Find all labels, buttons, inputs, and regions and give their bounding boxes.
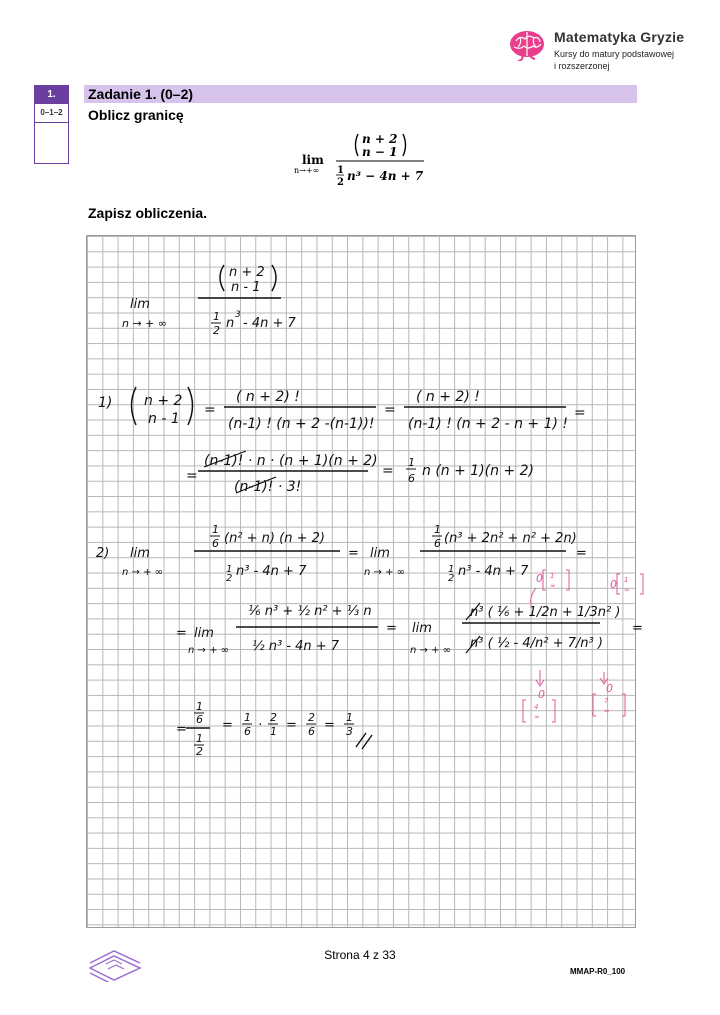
svg-text:n³ - 4n + 7: n³ - 4n + 7 (236, 564, 307, 579)
svg-text:=: = (382, 463, 394, 479)
svg-text:n → + ∞: n → + ∞ (122, 567, 163, 578)
task-header-bar (84, 85, 637, 103)
svg-text:1: 1 (212, 523, 219, 536)
brand-subtitle (554, 48, 714, 72)
binom-bottom: n − 1 (362, 145, 398, 159)
svg-text:0: 0 (606, 682, 613, 695)
svg-text:=: = (176, 626, 187, 641)
svg-text:(n² + n) (n + 2): (n² + n) (n + 2) (224, 531, 325, 546)
svg-text:=: = (176, 722, 187, 737)
svg-text:1: 1 (226, 564, 233, 575)
svg-text:3: 3 (235, 310, 241, 320)
svg-text:n + 2: n + 2 (229, 265, 265, 280)
svg-text:4: 4 (534, 703, 539, 711)
score-box (34, 85, 69, 164)
svg-text:=: = (286, 718, 297, 733)
svg-text:=: = (186, 468, 198, 484)
svg-text:1: 1 (624, 576, 629, 584)
svg-text:n - 1: n - 1 (231, 280, 261, 295)
hw-restated-limit (122, 265, 296, 337)
points-range: 0–1–2 (35, 104, 68, 123)
svg-text:7: 7 (604, 697, 609, 705)
svg-text:(n³ + 2n² + n² + 2n): (n³ + 2n² + n² + 2n) (444, 531, 577, 546)
den-frac-num: 1 (337, 165, 344, 176)
svg-text:n → + ∞: n → + ∞ (122, 317, 168, 330)
svg-text:lim: lim (194, 626, 214, 641)
hw-binomial-step (98, 387, 586, 495)
svg-text:2: 2 (196, 745, 203, 758)
svg-text:n + 2: n + 2 (144, 393, 183, 409)
svg-text:(n-1) ! (n + 2 - n + 1) !: (n-1) ! (n + 2 - n + 1) ! (408, 416, 569, 432)
brand-title: Matematyka Gryzie (554, 29, 685, 45)
svg-text:1: 1 (448, 564, 455, 575)
svg-text:(n-1)! · 3!: (n-1)! · 3! (234, 479, 302, 495)
svg-text:=: = (386, 621, 397, 636)
task-title: Zadanie 1. (0–2) (88, 86, 194, 102)
svg-text:½ n³ - 4n + 7: ½ n³ - 4n + 7 (252, 639, 340, 654)
binom-right-paren (403, 134, 406, 156)
svg-text:2: 2 (226, 573, 233, 584)
svg-text:1): 1) (98, 395, 113, 411)
svg-text:=: = (576, 546, 587, 561)
svg-text:1: 1 (196, 732, 203, 745)
svg-text:1: 1 (434, 523, 441, 536)
svg-text:6: 6 (434, 537, 441, 550)
svg-text:2: 2 (448, 573, 455, 584)
brand-header (508, 27, 708, 73)
svg-text:n³ ( ⅙ + 1/2n + 1/3n² ): n³ ( ⅙ + 1/2n + 1/3n² ) (470, 605, 621, 620)
svg-text:1: 1 (196, 700, 203, 713)
svg-text:lim: lim (370, 546, 390, 561)
svg-text:lim: lim (130, 546, 150, 561)
svg-text:∞: ∞ (534, 713, 540, 721)
task-instruction: Oblicz granicę (88, 107, 184, 123)
svg-text:6: 6 (196, 713, 203, 726)
svg-text:=: = (204, 402, 216, 418)
svg-text:6: 6 (408, 472, 415, 485)
svg-text:6: 6 (308, 725, 315, 738)
svg-text:n: n (226, 316, 235, 331)
svg-text:lim: lim (130, 297, 150, 312)
pink-annotations (500, 560, 660, 730)
hw-final-result (176, 700, 372, 758)
svg-text:=: = (324, 718, 335, 733)
svg-text:2: 2 (270, 711, 277, 724)
svg-text:n → + ∞: n → + ∞ (410, 645, 451, 656)
svg-text:n → + ∞: n → + ∞ (364, 567, 405, 578)
write-prompt: Zapisz obliczenia. (88, 205, 208, 221)
page-number: Strona 4 z 33 (324, 948, 396, 962)
svg-text:n (n + 1)(n + 2): n (n + 1)(n + 2) (422, 463, 534, 479)
svg-text:n³ ( ½ - 4/n² + 7/n³ ): n³ ( ½ - 4/n² + 7/n³ ) (470, 636, 603, 651)
svg-text:6: 6 (244, 725, 251, 738)
svg-text:6: 6 (212, 537, 219, 550)
svg-text:0: 0 (536, 572, 543, 585)
svg-text:2: 2 (308, 711, 315, 724)
limit-formula (290, 128, 440, 192)
den-frac-den: 2 (337, 177, 344, 188)
svg-text:0: 0 (610, 578, 617, 591)
svg-text:n → + ∞: n → + ∞ (188, 645, 229, 656)
svg-text:=: = (574, 405, 586, 421)
svg-text:1: 1 (550, 572, 555, 580)
svg-text:( n + 2) !: ( n + 2) ! (416, 389, 480, 405)
svg-text:=: = (222, 718, 233, 733)
svg-text:1: 1 (346, 711, 353, 724)
svg-text:( n + 2) !: ( n + 2) ! (236, 389, 300, 405)
svg-text:lim: lim (412, 621, 432, 636)
svg-text:0: 0 (538, 688, 545, 701)
formula-lim: lim (302, 153, 324, 167)
svg-text:(n-1)! · n · (n + 1)(n + 2): (n-1)! · n · (n + 1)(n + 2) (204, 453, 378, 469)
svg-text:(n-1) ! (n + 2 -(n-1))!: (n-1) ! (n + 2 -(n-1))! (228, 416, 375, 432)
svg-text:n - 1: n - 1 (148, 411, 180, 427)
brain-icon (508, 29, 546, 61)
svg-text:⅙ n³ + ½ n² + ⅓ n: ⅙ n³ + ½ n² + ⅓ n (248, 604, 372, 619)
svg-text:1: 1 (213, 310, 220, 323)
den-rest: n³ − 4n + 7 (347, 169, 424, 183)
svg-text:1: 1 (244, 711, 251, 724)
svg-text:n³ - 4n + 7: n³ - 4n + 7 (458, 564, 529, 579)
svg-text:1: 1 (408, 456, 415, 469)
binom-left-paren (356, 134, 359, 156)
svg-text:2): 2) (96, 546, 110, 561)
svg-text:3: 3 (346, 725, 353, 738)
document-code: MMAP-R0_100 (570, 967, 626, 976)
formula-subscript: n→+∞ (294, 166, 320, 175)
svg-text:=: = (632, 621, 643, 636)
brand-subtitle-line1: Kursy do matury podstawowej (554, 49, 675, 59)
svg-text:1: 1 (270, 725, 277, 738)
svg-text:=: = (348, 546, 359, 561)
svg-text:·: · (258, 718, 263, 733)
svg-text:∞: ∞ (550, 582, 556, 590)
svg-text:∞: ∞ (604, 707, 610, 715)
svg-text:∞: ∞ (624, 586, 630, 594)
svg-text:2: 2 (213, 324, 220, 337)
brand-subtitle-line2: i rozszerzonej (554, 61, 610, 71)
svg-text:=: = (384, 402, 396, 418)
binom-top: n + 2 (362, 132, 398, 146)
svg-text:- 4n + 7: - 4n + 7 (243, 316, 296, 331)
task-number: 1. (35, 86, 68, 104)
